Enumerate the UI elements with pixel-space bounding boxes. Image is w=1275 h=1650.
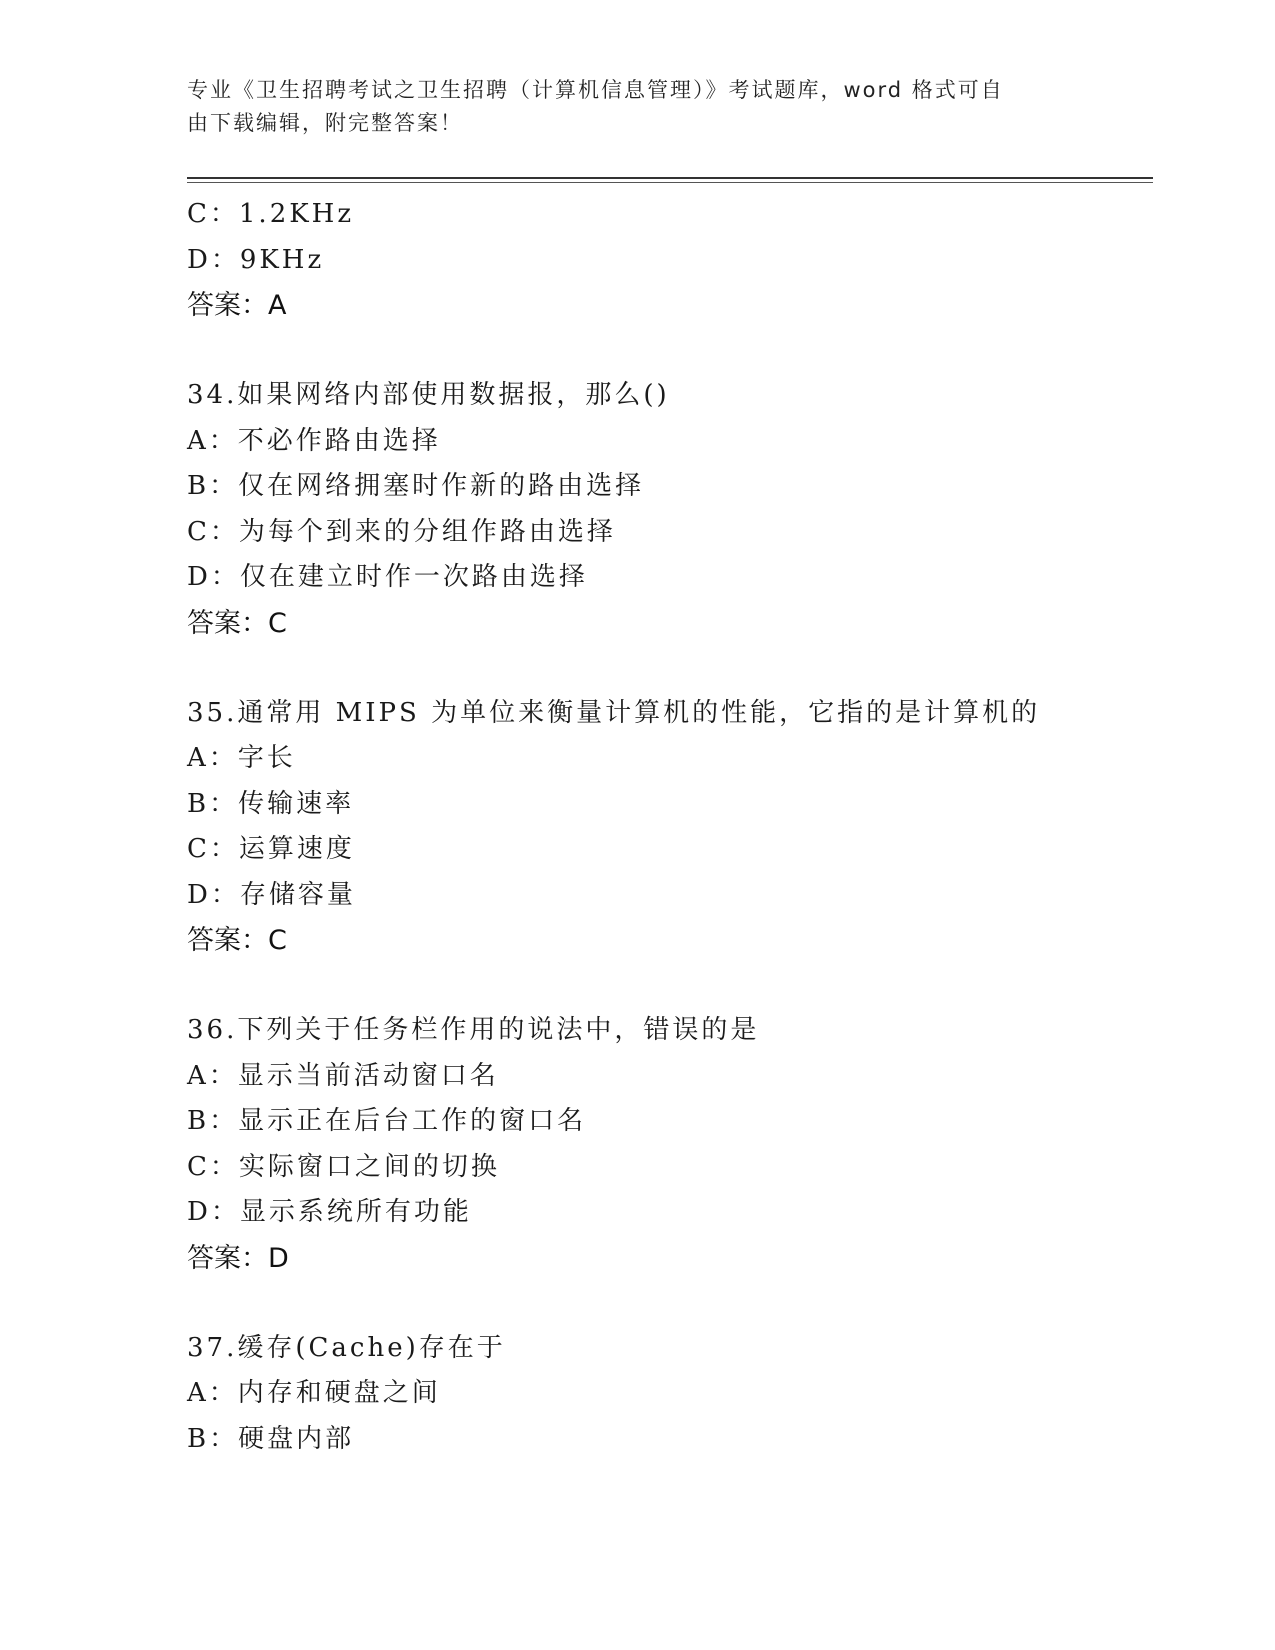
answer-line: 答案：A	[187, 290, 287, 321]
question-list	[187, 192, 1147, 1462]
option-d: D：仅在建立时作一次路由选择	[187, 562, 588, 592]
header-rule-thin	[187, 182, 1153, 183]
document-header	[187, 74, 1087, 140]
option-d: D：9KHz	[187, 244, 325, 275]
spacer	[187, 964, 1147, 1008]
spacer	[187, 329, 1147, 373]
option-a: A：字长	[187, 743, 296, 773]
header-line-1: 专业《卫生招聘考试之卫生招聘（计算机信息管理）》考试题库，word 格式可自	[187, 78, 1004, 102]
spacer	[187, 1282, 1147, 1326]
option-c: C：1.2KHz	[187, 199, 355, 229]
answer-line: 答案：D	[187, 1242, 289, 1274]
option-b: B：仅在网络拥塞时作新的路由选择	[187, 471, 645, 501]
option-b: B：显示正在后台工作的窗口名	[187, 1106, 587, 1136]
header-line-2: 由下载编辑，附完整答案！	[187, 111, 463, 135]
header-rule-thick	[187, 177, 1153, 179]
option-c: C：实际窗口之间的切换	[187, 1151, 500, 1182]
spacer	[187, 647, 1147, 691]
option-c: C：为每个到来的分组作路由选择	[187, 516, 616, 547]
option-d: D：存储容量	[187, 879, 356, 910]
question-stem-34: 34.如果网络内部使用数据报，那么()	[187, 380, 670, 410]
option-a: A：内存和硬盘之间	[187, 1378, 441, 1408]
option-b: B：硬盘内部	[187, 1423, 355, 1454]
option-b: B：传输速率	[187, 788, 355, 819]
option-a: A：显示当前活动窗口名	[187, 1060, 499, 1091]
answer-line: 答案：C	[187, 607, 287, 639]
question-stem-37: 37.缓存(Cache)存在于	[187, 1332, 506, 1363]
option-d: D：显示系统所有功能	[187, 1197, 472, 1227]
option-a: A：不必作路由选择	[187, 425, 441, 456]
question-stem-35: 35.通常用 MIPS 为单位来衡量计算机的性能，它指的是计算机的	[187, 697, 1041, 728]
question-stem-36: 36.下列关于任务栏作用的说法中，错误的是	[187, 1015, 760, 1045]
option-c: C：运算速度	[187, 834, 355, 864]
answer-line: 答案：C	[187, 925, 287, 956]
